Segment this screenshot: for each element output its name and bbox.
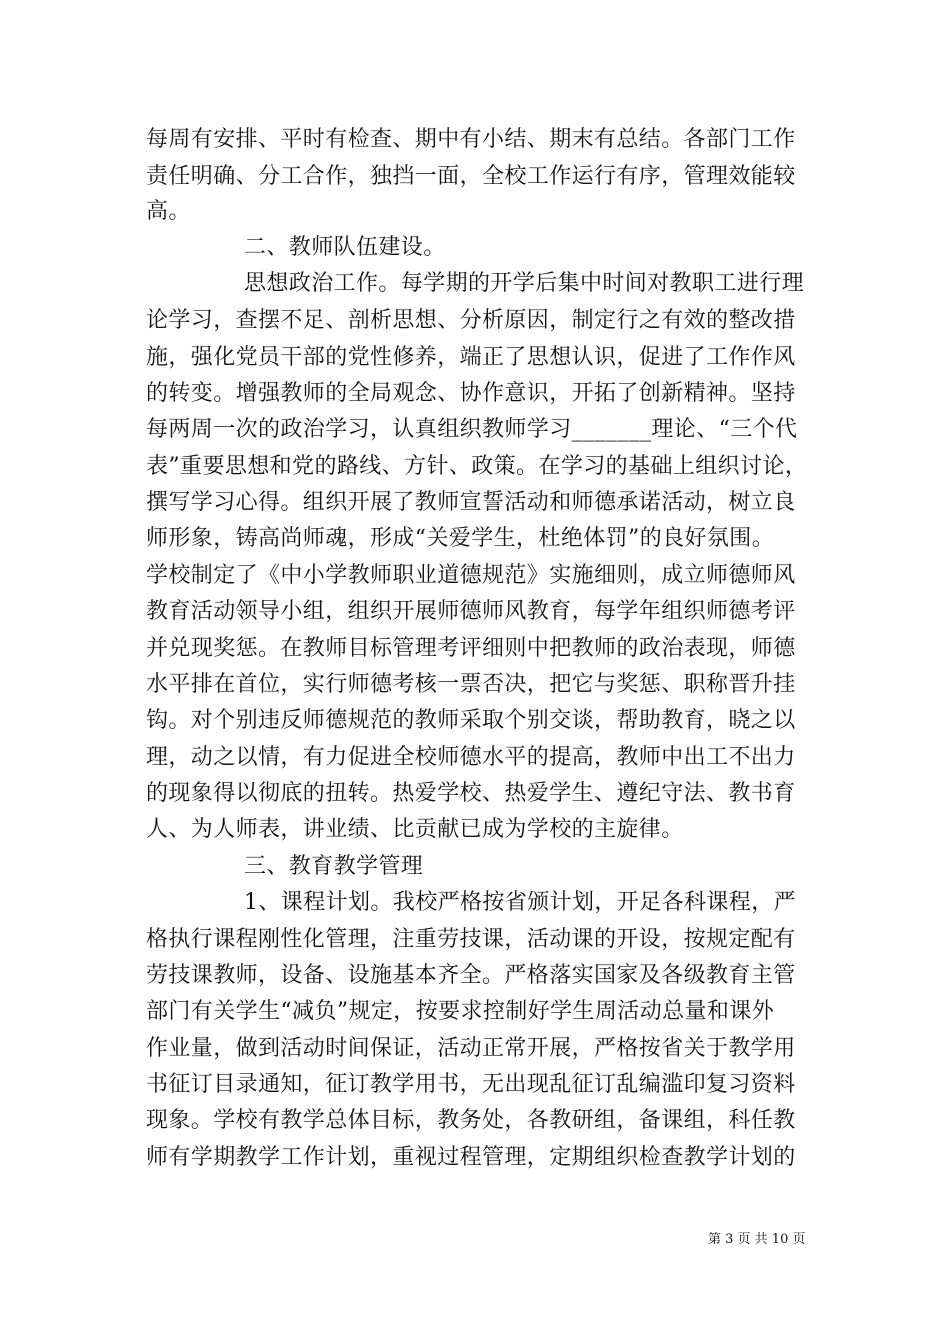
paragraph-line: 的转变。增强教师的全局观念、协作意识，开拓了创新精神。坚持 <box>146 381 796 406</box>
paragraph-line: 思想政治工作。每学期的开学后集中时间对教职工进行理 <box>244 271 805 296</box>
paragraph-line: 论学习，查摆不足、剖析思想、分析原因，制定行之有效的整改措 <box>146 308 796 333</box>
paragraph-line: 高。 <box>146 199 191 224</box>
paragraph-line: 每周有安排、平时有检查、期中有小结、期末有总结。各部门工作 <box>146 127 796 152</box>
paragraph-line: 格执行课程刚性化管理，注重劳技课，活动课的开设，按规定配有 <box>146 927 796 952</box>
section-heading: 二、教师队伍建设。 <box>244 235 446 260</box>
paragraph-line: 书征订目录通知，征订教学用书，无出现乱征订乱编滥印复习资料 <box>146 1072 796 1097</box>
paragraph-line: 1、课程计划。我校严格按省颁计划，开足各科课程，严 <box>244 890 796 915</box>
paragraph-line: 施，强化党员干部的党性修养，端正了思想认识，促进了工作作风 <box>146 345 796 370</box>
paragraph-line: 钩。对个别违反师德规范的教师采取个别交谈，帮助教育，晓之以 <box>146 708 796 733</box>
paragraph-line: 撰写学习心得。组织开展了教师宣誓活动和师德承诺活动，树立良 <box>146 490 796 515</box>
paragraph-line: 并兑现奖惩。在教师目标管理考评细则中把教师的政治表现，师德 <box>146 636 796 661</box>
paragraph-line: 表”重要思想和党的路线、方针、政策。在学习的基础上组织讨论， <box>146 454 808 479</box>
section-heading: 三、教育教学管理 <box>244 854 424 879</box>
paragraph-line: 师形象，铸高尚师魂，形成“关爱学生，杜绝体罚”的良好氛围。 <box>146 526 775 551</box>
paragraph-line: 每两周一次的政治学习，认真组织教师学习_______理论、“三个代 <box>146 417 798 442</box>
paragraph-line: 学校制定了《中小学教师职业道德规范》实施细则，成立师德师风 <box>146 563 796 588</box>
paragraph-line: 的现象得以彻底的扭转。热爱学校、热爱学生、遵纪守法、教书育 <box>146 781 796 806</box>
paragraph-line: 教育活动领导小组，组织开展师德师风教育，每学年组织师德考评 <box>146 599 796 624</box>
paragraph-line: 劳技课教师，设备、设施基本齐全。严格落实国家及各级教育主管 <box>146 963 796 988</box>
paragraph-line: 师有学期教学工作计划，重视过程管理，定期组织检查教学计划的 <box>146 1145 796 1170</box>
paragraph-line: 理，动之以情，有力促进全校师德水平的提高，教师中出工不出力 <box>146 745 796 770</box>
paragraph-line: 人、为人师表，讲业绩、比贡献已成为学校的主旋律。 <box>146 817 684 842</box>
paragraph-line: 水平排在首位，实行师德考核一票否决，把它与奖惩、职称晋升挂 <box>146 672 796 697</box>
paragraph-line: 作业量，做到活动时间保证，活动正常开展，严格按省关于教学用 <box>146 1036 796 1061</box>
paragraph-line: 现象。学校有教学总体目标，教务处，各教研组，备课组，科任教 <box>146 1108 796 1133</box>
page-number-footer: 第 3 页 共 10 页 <box>708 1232 806 1247</box>
paragraph-line: 责任明确、分工合作，独挡一面，全校工作运行有序，管理效能较 <box>146 164 796 189</box>
paragraph-line: 部门有关学生“减负”规定，按要求控制好学生周活动总量和课外 <box>146 999 775 1024</box>
